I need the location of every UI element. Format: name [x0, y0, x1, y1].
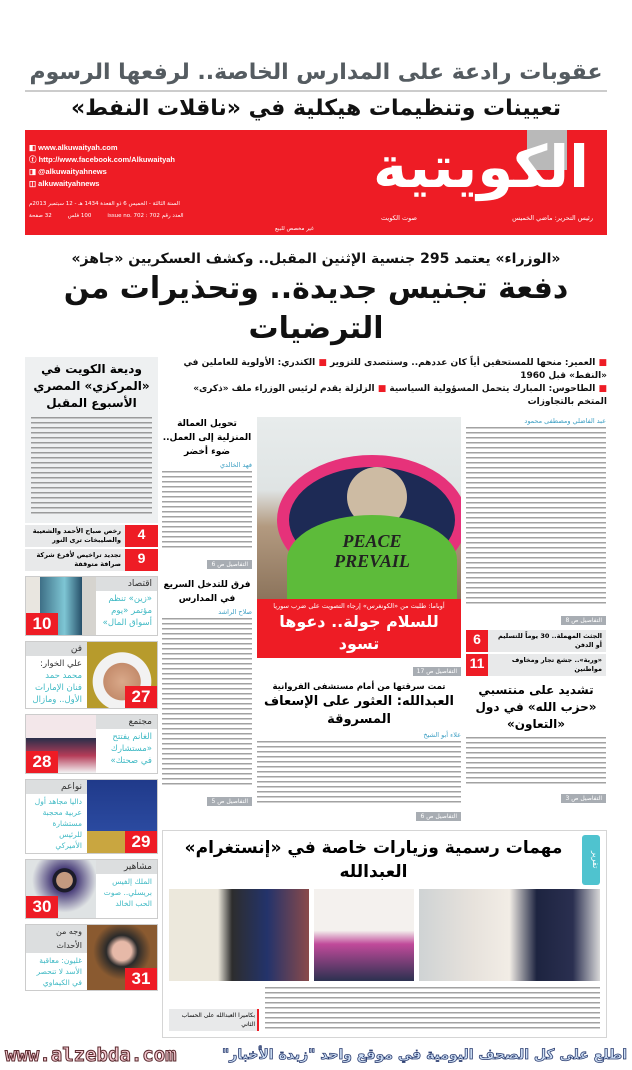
- report-headline[interactable]: مهمات رسمية وزيارات خاصة في «إنستغرام» العبدالله: [184, 838, 563, 882]
- peace-photo[interactable]: [257, 417, 461, 599]
- watermark: [5, 1044, 627, 1066]
- report-photo-3[interactable]: [169, 889, 309, 981]
- left-column: [25, 357, 158, 991]
- left-box: [25, 357, 158, 523]
- body-text-lines: [162, 618, 252, 788]
- teaser[interactable]: [25, 525, 158, 547]
- facebook-icon: ⓕ: [29, 155, 39, 164]
- photo-credit: بكاميرا العبدالله على الحساب الثاني: [169, 1009, 259, 1031]
- slogan: صوت الكويت: [381, 214, 417, 222]
- not-for-sale: غير مخصص للبيع: [275, 226, 314, 232]
- section-society[interactable]: [25, 714, 158, 774]
- report-photo-1[interactable]: [419, 889, 600, 981]
- divider: [25, 90, 607, 92]
- section-label: وجه من الأحداث: [26, 925, 87, 953]
- teaser[interactable]: [25, 549, 158, 571]
- section-label: فن: [26, 642, 87, 656]
- section-text: «زين» تنظم مؤتمر «يوم أسواق المال»: [102, 594, 152, 628]
- body-text-lines: [466, 427, 606, 607]
- masthead: [25, 130, 607, 235]
- section-label: مشاهير: [96, 860, 157, 874]
- page-number: 28: [26, 751, 58, 773]
- instagram-icon: ◫: [29, 179, 39, 188]
- twitter-link[interactable]: ◨ @alkuwaityahnews: [29, 167, 107, 176]
- facebook-link[interactable]: ⓕ http://www.facebook.com/Alkuwaityah: [29, 155, 175, 164]
- lead-headline[interactable]: دفعة تجنيس جديدة.. وتحذيرات من الترضيات: [63, 271, 569, 346]
- watermark-slogan: اطلع على كل الصحف اليومية في موقع واحد "زبدة الأخبار": [221, 1047, 627, 1063]
- article-headline[interactable]: فرق للتدخل السريع في المدارس: [163, 580, 251, 604]
- page-number: 30: [26, 896, 58, 918]
- teaser-num: 11: [466, 654, 488, 676]
- details-link[interactable]: التفاصيل ص 6: [207, 560, 252, 569]
- report-box: [162, 830, 607, 1038]
- lead-kicker[interactable]: «الوزراء» يعتمد 295 جنسية الإثنين المقبل.. وكشف العسكريين «جاهز»: [71, 251, 561, 267]
- section-text: علي الخوار: محمد حمد فنان الإمارات الأول.. ومازال: [32, 659, 82, 705]
- details-link[interactable]: التفاصيل ص 17: [413, 667, 461, 676]
- section-photo: [26, 577, 96, 635]
- section-label: نواعم: [26, 780, 87, 794]
- teaser-text: تجديد تراخيص لأفرع شركة صرافة متوقفة: [25, 549, 125, 571]
- section-photo: [87, 925, 157, 990]
- teaser[interactable]: [466, 630, 606, 652]
- section-photo: [87, 642, 157, 708]
- details-link[interactable]: التفاصيل ص 3: [561, 794, 606, 803]
- body-text-lines: [257, 741, 461, 803]
- byline: عبد الفاضلي ومصطفى محمود: [524, 417, 606, 425]
- column-2: [162, 417, 252, 809]
- teaser-text: رخص صباح الأحمد والشعيبة والصليبخات ترى النور: [25, 525, 125, 547]
- page-number: 27: [125, 686, 157, 708]
- section-photo: [26, 860, 96, 918]
- teaser-text: «وربة».. جشع تجار ومخاوف مواطنين: [488, 654, 606, 676]
- photo-caption-band: [257, 599, 461, 658]
- lead-bullets: ■ العمير: منحها للمستحقين أياً كان عددهم.. وسنتصدى للتزوير ■ الكندري: الأولوية للعاملين في «النفط» قبل 1960 ■ الطاحوس: المبارك يتحمل المسؤولية السياسية ■ الزلزلة يقدم لرئيس الوزراء ملف «ذكرى» المتخم بالتجاوزات: [183, 358, 607, 407]
- body-text-lines: [162, 471, 252, 551]
- peace-sign: PEACE PREVAIL: [287, 515, 457, 599]
- caption-big[interactable]: للسلام جولة.. دعوها تسود: [279, 612, 439, 653]
- details-link[interactable]: التفاصيل ص 6: [416, 812, 461, 821]
- section-text: غليون: معاقبة الأسد لا تنحصر في الكيماوي: [36, 956, 82, 987]
- top-headline-1[interactable]: عقوبات رادعة على المدارس الخاصة.. لرفعها الرسوم: [29, 60, 603, 85]
- section-text: الغانم يفتتح «مستشارك في صحتك»: [110, 732, 152, 766]
- instagram-link[interactable]: ◫ alkuwaityahnews: [29, 179, 100, 188]
- page-number: 31: [125, 968, 157, 990]
- section-celebrities[interactable]: [25, 859, 158, 919]
- byline: فهد الخالدي: [219, 461, 252, 469]
- page-number: 10: [26, 613, 58, 635]
- hezbollah-headline[interactable]: تشديد على منتسبي «حزب الله» في دول «التعاون»: [475, 683, 597, 731]
- teaser-num: 4: [125, 525, 158, 547]
- teaser-text: الجثث المهملة.. 30 يوماً للتسليم أو الدفن: [488, 630, 606, 652]
- teaser-num: 9: [125, 549, 158, 571]
- section-face-of-events[interactable]: [25, 924, 158, 991]
- main-region: [162, 357, 607, 1038]
- section-photo: [87, 780, 157, 853]
- date-line: السنة الثالثة - الخميس 6 ذو القعدة 1434 هـ - 12 سبتمبر 2013م: [29, 201, 180, 207]
- section-text: الملك إلفيس بريسلي.. صوت الحب الخالد: [103, 877, 152, 908]
- teaser[interactable]: [466, 654, 606, 676]
- issue-line: العدد رقم 702 : issue no. 702 100 فلس 32 صفحة: [29, 213, 184, 219]
- byline: صلاح الراشد: [218, 608, 252, 616]
- section-art[interactable]: [25, 641, 158, 709]
- section-women[interactable]: [25, 779, 158, 854]
- stories-row: [162, 417, 607, 824]
- report-photo-2[interactable]: [314, 889, 414, 981]
- report-tab[interactable]: تقرير: [582, 835, 600, 885]
- details-link[interactable]: التفاصيل ص 8: [561, 616, 606, 625]
- ambulance-kicker: تمت سرقتها من أمام مستشفى الفروانية: [272, 682, 446, 692]
- ambulance-headline[interactable]: العبدالله: العثور على الإسعاف المسروقة: [264, 694, 454, 727]
- article-headline[interactable]: تحويل العمالة المنزلية إلى العمل.. ضوء أخضر: [162, 419, 252, 457]
- body-text-lines: [265, 987, 600, 1031]
- section-economy[interactable]: [25, 576, 158, 636]
- byline: علاء أبو الشيخ: [423, 731, 461, 739]
- body-text-lines: [31, 417, 152, 517]
- twitter-icon: ◨: [29, 167, 39, 176]
- section-label: اقتصاد: [96, 577, 157, 591]
- web-icon: ◧: [29, 143, 39, 152]
- left-box-headline[interactable]: وديعة الكويت في «المركزي» المصري الأسبوع المقبل: [33, 362, 150, 410]
- watermark-site[interactable]: www.alzebda.com: [5, 1044, 177, 1066]
- teaser-num: 6: [466, 630, 488, 652]
- body-text-lines: [466, 737, 606, 785]
- right-column: [466, 417, 606, 806]
- section-text: داليا مجاهد أول عربية محجبة مستشارة للرئيس الأميركي: [34, 797, 82, 850]
- page-number: 29: [125, 831, 157, 853]
- details-link[interactable]: التفاصيل ص 5: [207, 797, 252, 806]
- logo: الكويتية: [372, 133, 589, 201]
- website-link[interactable]: ◧ www.alkuwaityah.com: [29, 143, 118, 152]
- editor: رئيس التحرير: ماضي الخميس: [512, 214, 593, 222]
- body-row: [25, 357, 607, 1038]
- top-headline-2[interactable]: تعيينات وتنظيمات هيكلية في «ناقلات النفط»: [70, 96, 562, 121]
- caption-small: أوباما: طلبت من «الكونغرس» إرجاء التصويت على ضرب سوريا: [273, 602, 445, 610]
- social-links: [29, 142, 175, 190]
- section-photo: [26, 715, 96, 773]
- middle-column: [257, 417, 461, 824]
- section-label: مجتمع: [96, 715, 157, 729]
- report-photos: [169, 889, 600, 981]
